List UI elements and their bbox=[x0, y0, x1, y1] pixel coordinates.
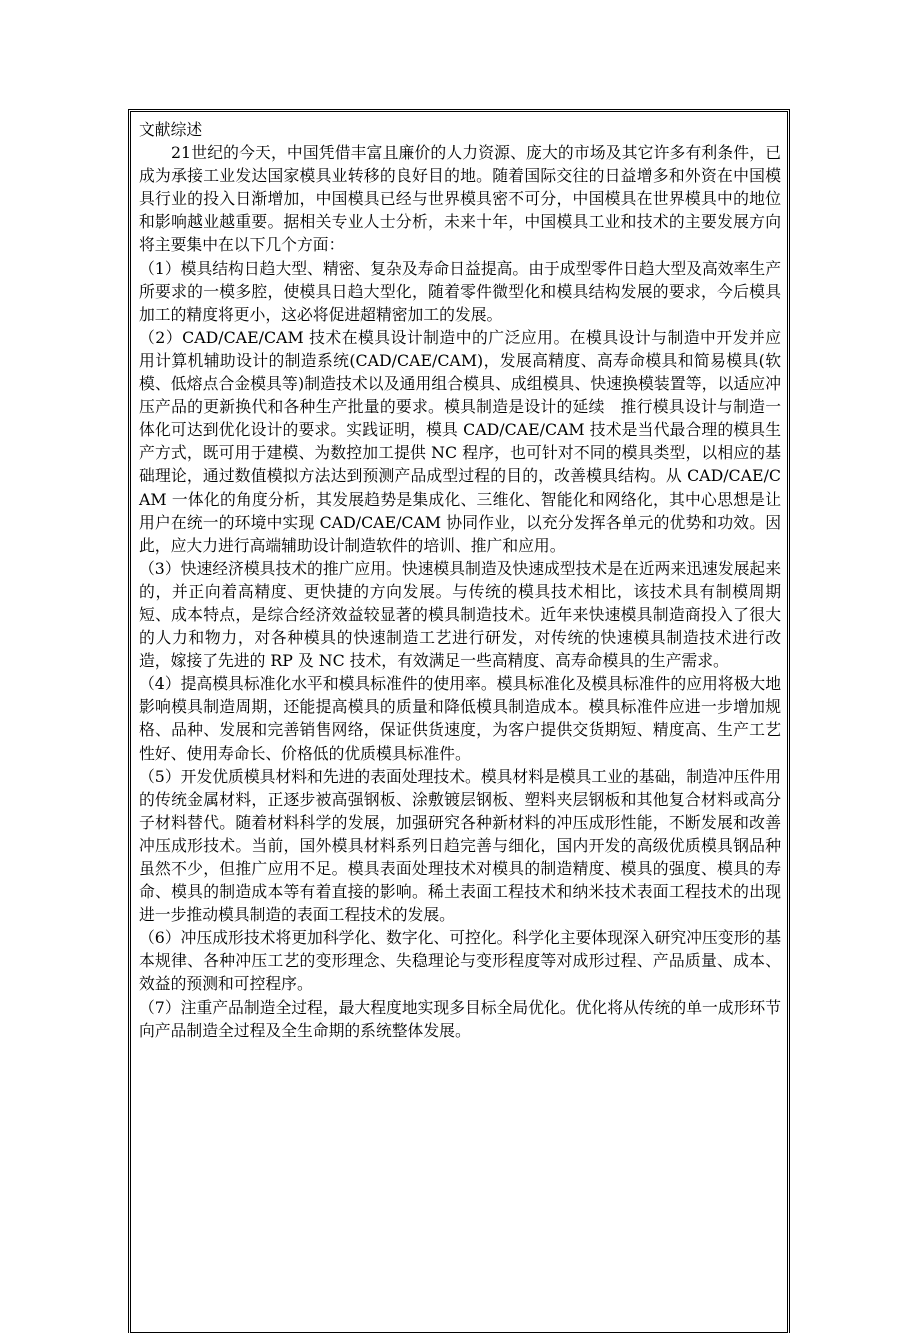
paragraph-item-6: （6）冲压成形技术将更加科学化、数字化、可控化。科学化主要体现深入研究冲压变形的基本规律、各种冲压工艺的变形理念、失稳理论与变形程度等对成形过程、产品质量、成本、效益的预测和可控程序。 bbox=[139, 928, 781, 994]
paragraph-item-2: （2）CAD/CAE/CAM 技术在模具设计制造中的广泛应用。在模具设计与制造中开发并应用计算机辅助设计的制造系统(CAD/CAE/CAM)，发展高精度、高寿命模具和简易模具(软模、低熔点合金模具等)制造技术以及通用组合模具、成组模具、快速换模装置等，以适应冲压产品的更新换代和各种生产批量的要求。模具制造是设计的延续 推行模具设计与制造一体化可达到优化设计的要求。实践证明，模具 CAD/CAE/CAM 技术是当代最合理的模具生产方式，既可用于建模、为数控加工提供 NC 程序，也可针对不同的模具类型，以相应的基础理论，通过数值模拟方法达到预测产品成型过程的目的，改善模具结构。从 CAD/CAE/CAM 一体化的角度分析，其发展趋势是集成化、三维化、智能化和网络化，其中心思想是让用户在统一的环境中实现 CAD/CAE/CAM 协同作业，以充分发挥各单元的优势和功效。因此，应大力进行高端辅助设计制造软件的培训、推广和应用。 bbox=[139, 327, 781, 555]
paragraph-item-1: （1）模具结构日趋大型、精密、复杂及寿命日益提高。由于成型零件日趋大型及高效率生产所要求的一模多腔，使模具日趋大型化，随着零件微型化和模具结构发展的要求，今后模具加工的精度将更小，这必将促进超精密加工的发展。 bbox=[139, 258, 781, 324]
paragraph-item-4: （4）提高模具标准化水平和模具标准件的使用率。模具标准化及模具标准件的应用将极大地影响模具制造周期，还能提高模具的质量和降低模具制造成本。模具标准件应进一步增加规格、品种、发展和完善销售网络，保证供货速度，为客户提供交货期短、精度高、生产工艺性好、使用寿命长、价格低的优质模具标准件。 bbox=[139, 674, 781, 763]
section-heading: 文献综述 bbox=[139, 120, 203, 139]
paragraph-item-3: （3）快速经济模具技术的推广应用。快速模具制造及快速成型技术是在近两来迅速发展起来的，并正向着高精度、更快捷的方向发展。与传统的模具技术相比，该技术具有制模周期短、成本特点，是综合经济效益较显著的模具制造技术。近年来快速模具制造商投入了很大的人力和物力，对各种模具的快速制造工艺进行研发，对传统的快速模具制造技术进行改造，嫁接了先进的 RP 及 NC 技术，有效满足一些高精度、高寿命模具的生产需求。 bbox=[139, 558, 781, 671]
document-body bbox=[139, 118, 781, 1042]
intro-paragraph: 21世纪的今天，中国凭借丰富且廉价的人力资源、庞大的市场及其它许多有利条件，已成为承接工业发达国家模具业转移的良好目的地。随着国际交往的日益增多和外资在中国模具行业的投入日渐增加，中国模具已经与世界模具密不可分，中国模具在世界模具中的地位和影响越业越重要。据相关专业人士分析，未来十年，中国模具工业和技术的主要发展方向将主要集中在以下几个方面： bbox=[139, 143, 781, 255]
paragraph-item-5: （5）开发优质模具材料和先进的表面处理技术。模具材料是模具工业的基础，制造冲压件用的传统金属材料，正逐步被高强钢板、涂敷镀层钢板、塑料夹层钢板和其他复合材料或高分子材料替代。随着材料科学的发展，加强研究各种新材料的冲压成形性能，不断发展和改善冲压成形技术。当前，国外模具材料系列日趋完善与细化，国内开发的高级优质模具钢品种虽然不少，但推广应用不足。模具表面处理技术对模具的制造精度、模具的强度、模具的寿命、模具的制造成本等有着直接的影响。稀土表面工程技术和纳米技术表面工程技术的出现进一步推动模具制造的表面工程技术的发展。 bbox=[139, 766, 781, 925]
paragraph-item-7: （7）注重产品制造全过程，最大程度地实现多目标全局优化。优化将从传统的单一成形环节向产品制造全过程及全生命期的系统整体发展。 bbox=[139, 997, 781, 1040]
table-cell-frame bbox=[130, 111, 788, 1333]
